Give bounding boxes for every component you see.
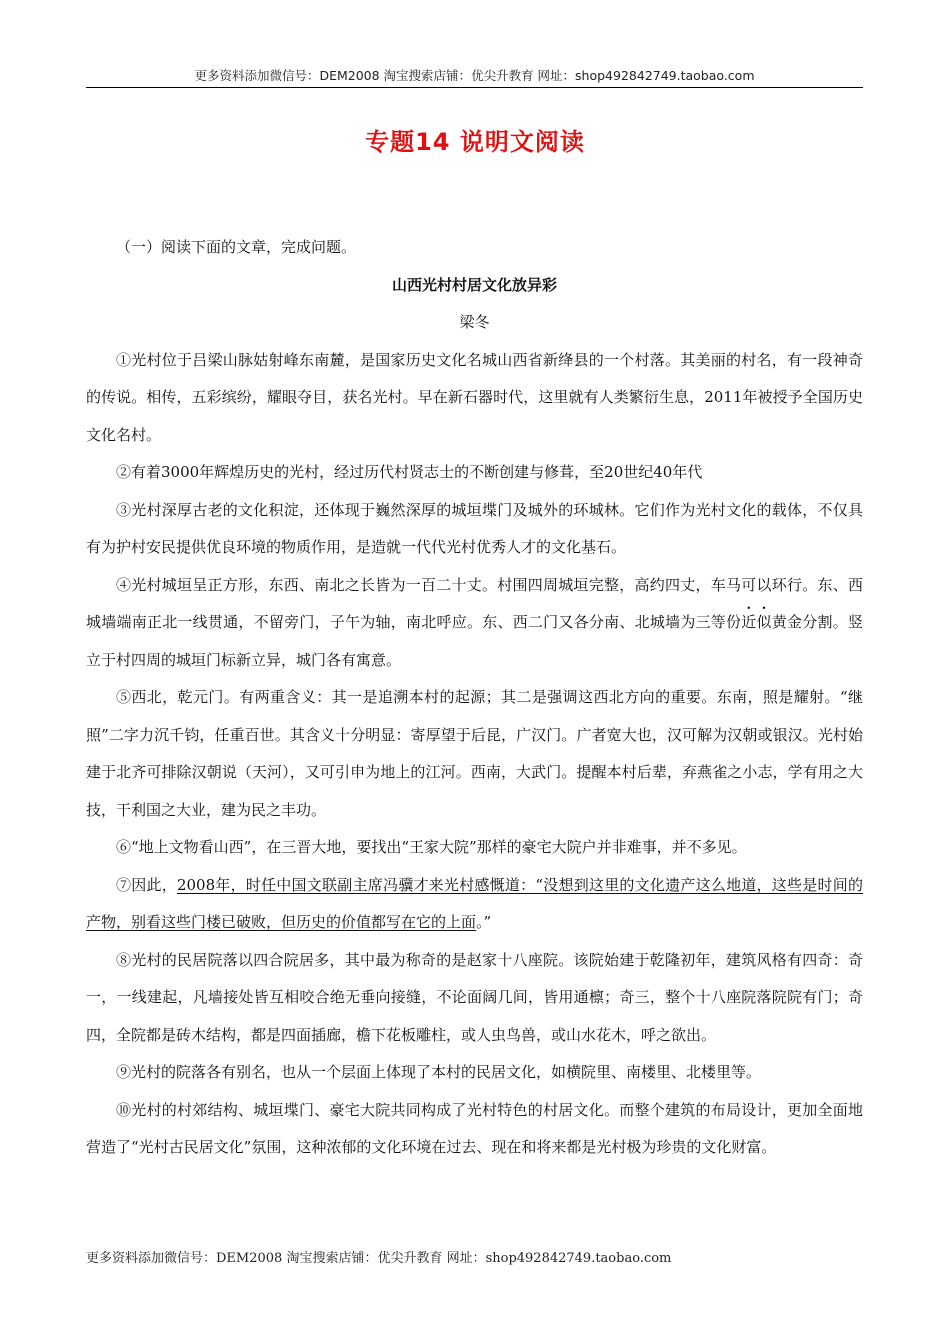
paragraph-7 <box>86 867 863 942</box>
page-footer: 更多资料添加微信号：DEM2008 淘宝搜索店铺：优尖升教育 网址：shop492842749.taobao.com <box>86 1251 672 1266</box>
paragraph-5: ⑤西北，乾元门。有两重含义：其一是追溯本村的起源；其二是强调这西北方向的重要。东南，照是耀射。“继照”二字力沉千钧，任重百世。其含义十分明显：寄厚望于后昆，广汉门。广者宽大也，汉可解为汉朝或银汉。光村始建于北齐可排除汉朝说（天河），又可引申为地上的江河。西南，大武门。提醒本村后辈，弃燕雀之小志，学有用之大技，干利国之大业，建为民之丰功。 <box>86 688 863 819</box>
section-intro: （一）阅读下面的文章，完成问题。 <box>116 238 357 256</box>
paragraph-10: ⑩光村的村郊结构、城垣堞门、豪宅大院共同构成了光村特色的村居文化。而整个建筑的布局设计，更加全面地营造了“光村古民居文化”氛围，这种浓郁的文化环境在过去、现在和将来都是光村极为珍贵的文化财富。 <box>86 1100 863 1156</box>
page-title: 专题14 说明文阅读 <box>365 128 585 156</box>
paragraph-4 <box>86 567 863 680</box>
paragraph-4-part-b: 黄金分割。竖立于村四周的城垣门标新立异，城门各有寓意。 <box>86 613 863 669</box>
article-author: 梁冬 <box>459 313 490 331</box>
paragraph-6: ⑥“地上文物看山西”，在三晋大地，要找出“王家大院”那样的豪宅大院户并非难事，并不多见。 <box>116 838 747 856</box>
paragraph-7-part-a: ⑦因此， <box>116 875 177 894</box>
paragraph-3: ③光村深厚古老的文化积淀，还体现于巍然深厚的城垣堞门及城外的环城林。它们作为光村文化的载体，不仅具有为护村安民提供优良环境的物质作用，是造就一代代光村优秀人才的文化基石。 <box>86 500 863 556</box>
paragraph-1: ①光村位于吕梁山脉姑射峰东南麓，是国家历史文化名城山西省新绛县的一个村落。其美丽的村名，有一段神奇的传说。相传，五彩缤纷，耀眼夺目，获名光村。早在新石器时代，这里就有人类繁衍生息，2011年被授予全国历史文化名村。 <box>86 350 863 444</box>
paragraph-7-part-b: 。” <box>476 913 492 931</box>
paragraph-4-emphasis: 近似 <box>741 613 772 631</box>
header-divider <box>86 87 863 88</box>
paragraph-9: ⑨光村的院落各有别名，也从一个层面上体现了本村的民居文化，如横院里、南楼里、北楼里等。 <box>116 1063 762 1081</box>
article-title: 山西光村村居文化放异彩 <box>391 275 557 294</box>
paragraph-4-part-a: ④光村城垣呈正方形，东西、南北之长皆为一百二十丈。村围四周城垣完整，高约四丈，车马可以环行。东、西城墙端南正北一线贯通，不留旁门，子午为轴，南北呼应。东、西二门又各分南、北城墙为三等份 <box>86 575 863 631</box>
document-body <box>86 229 863 1167</box>
paragraph-8: ⑧光村的民居院落以四合院居多，其中最为称奇的是赵家十八座院。该院始建于乾隆初年，建筑风格有四奇：奇一，一线建起，凡墙接处皆互相咬合绝无垂向接缝，不论面阔几间，皆用通檩；奇三，整个十八座院落院院有门；奇四，全院都是砖木结构，都是四面插廊，檐下花板雕柱，或人虫鸟兽，或山水花木，呼之欲出。 <box>86 950 863 1044</box>
page-header: 更多资料添加微信号：DEM2008 淘宝搜索店铺：优尖升教育 网址：shop492842749.taobao.com <box>194 68 755 83</box>
paragraph-2: ②有着3000年辉煌历史的光村，经过历代村贤志士的不断创建与修葺，至20世纪40年代 <box>116 463 703 481</box>
paragraph-7-underlined-quote: 2008年，时任中国文联副主席冯骥才来光村感慨道：“没想到这里的文化遗产这么地道，这些是时间的产物，别看这些门楼已破败，但历史的价值都写在它的上面 <box>86 875 863 931</box>
